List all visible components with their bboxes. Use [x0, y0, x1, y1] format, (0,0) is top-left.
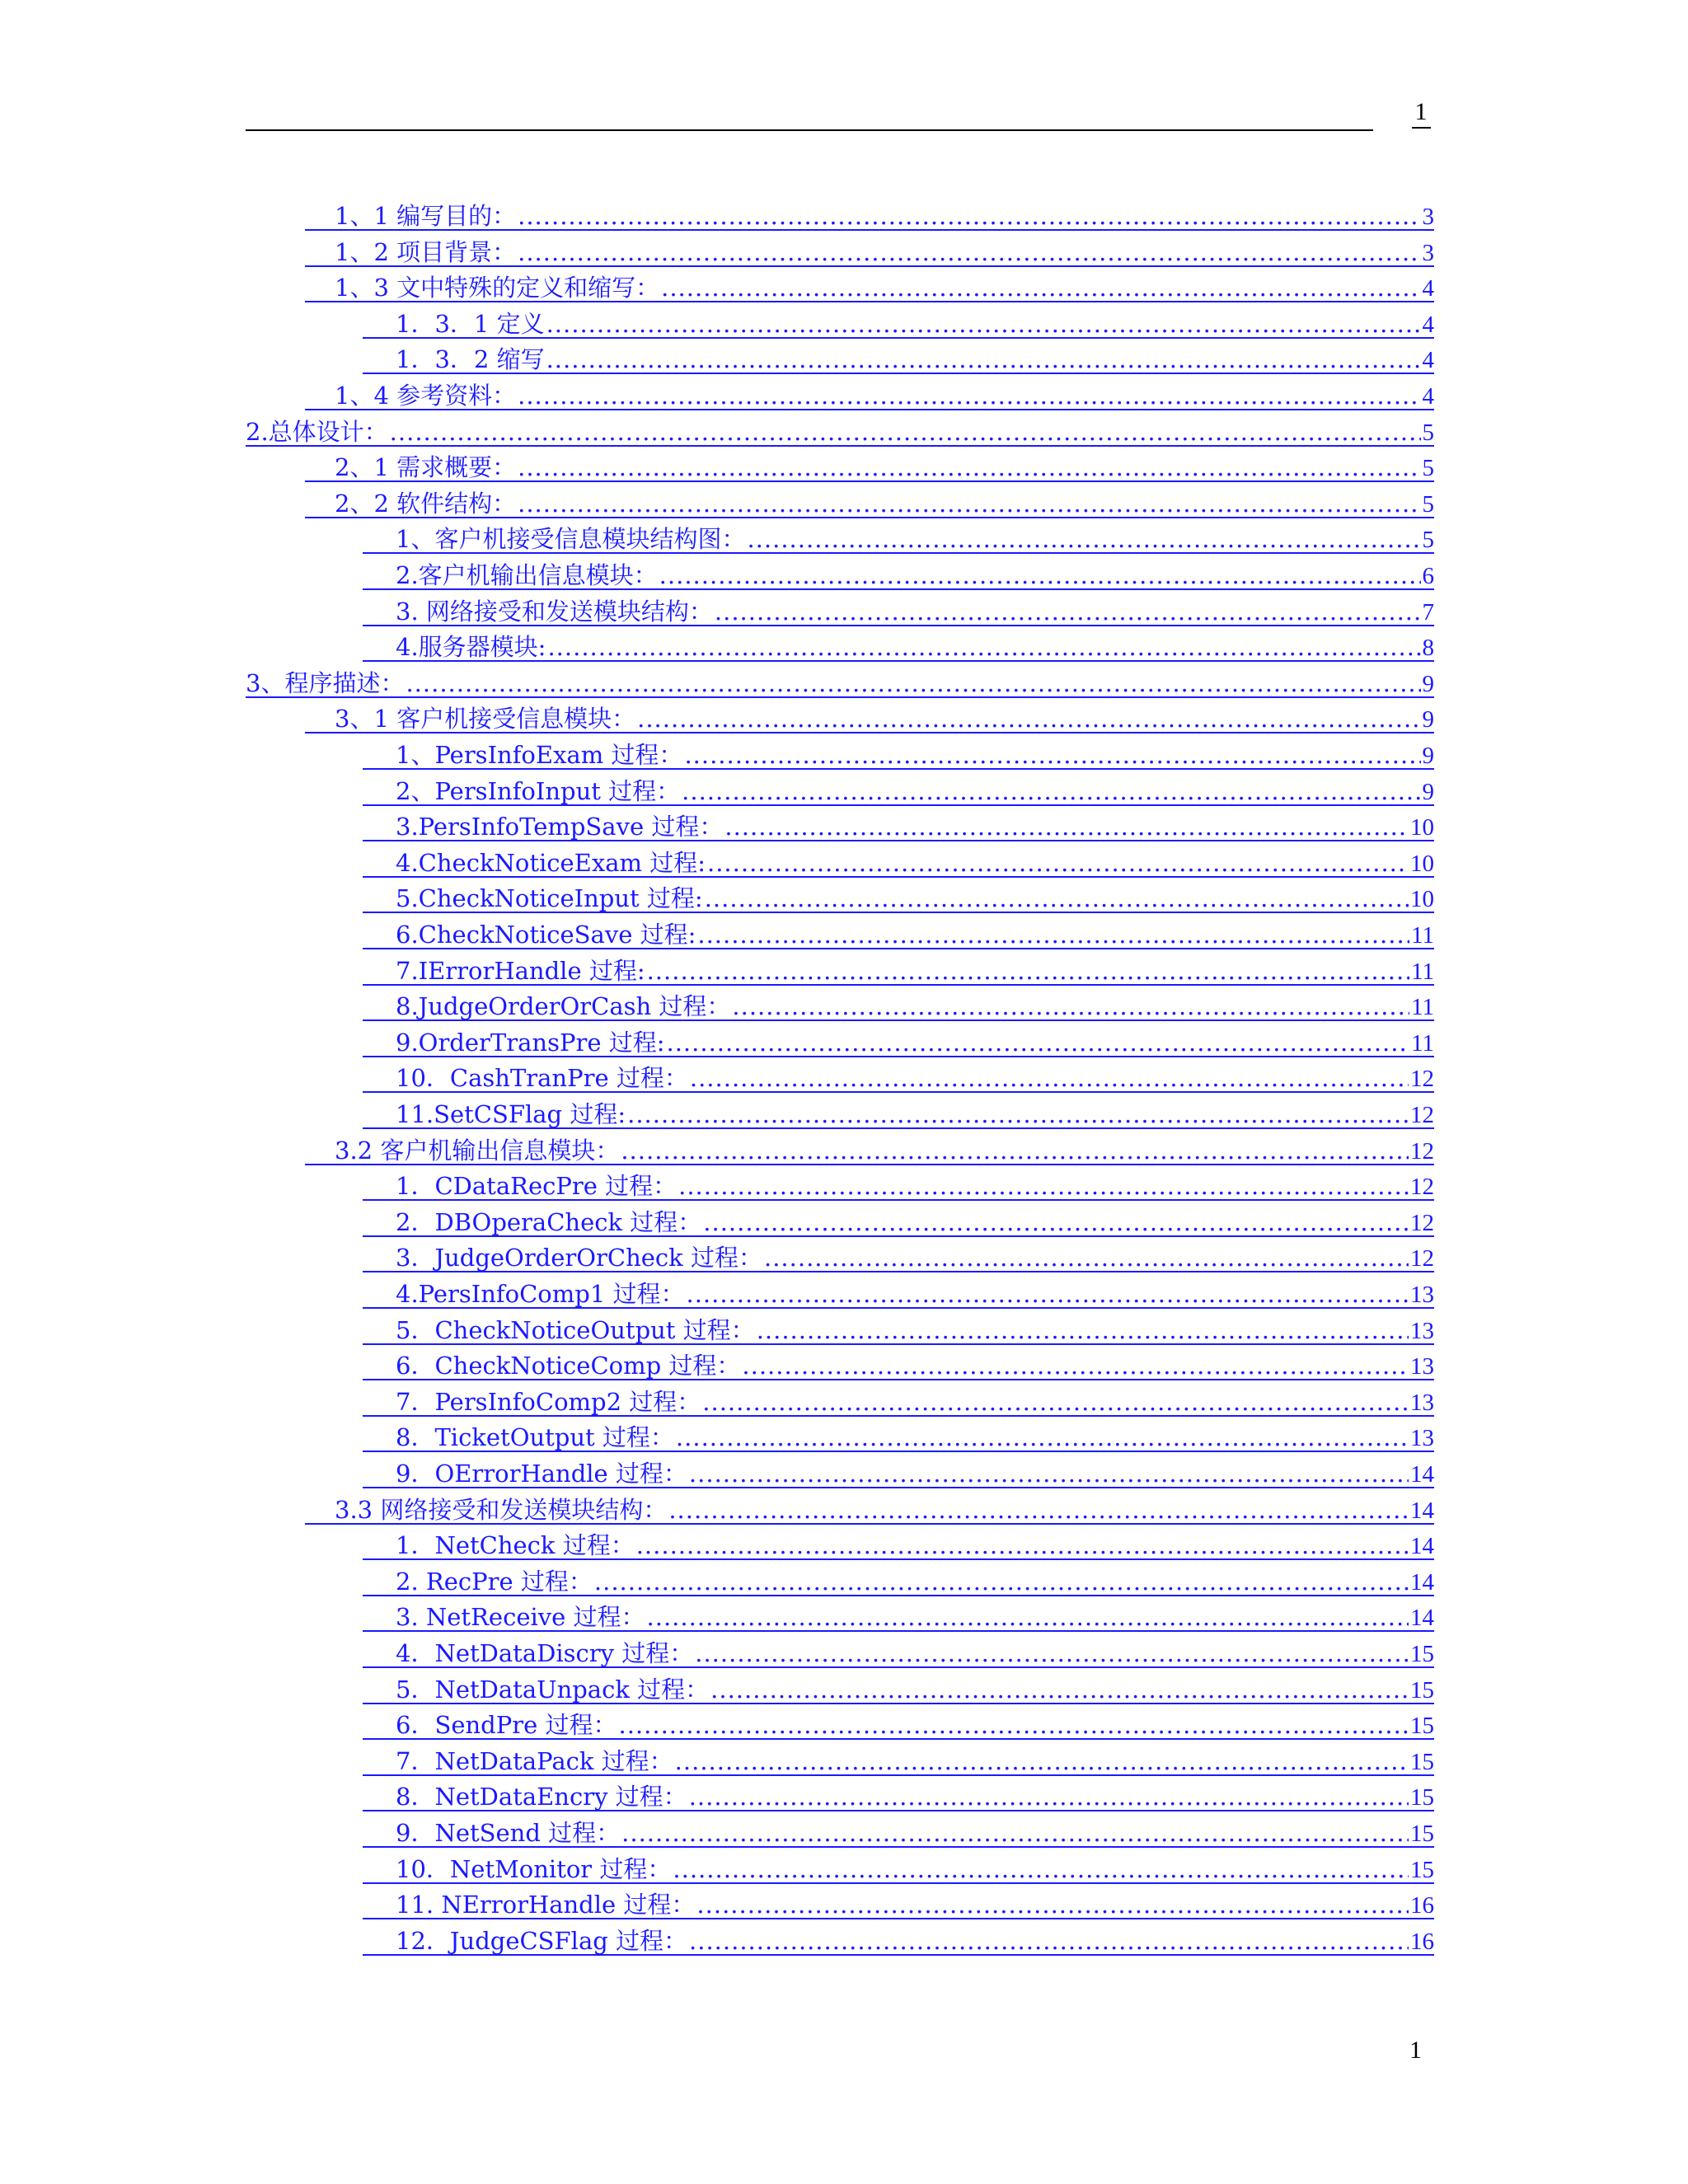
toc-entry-page: 5 [1422, 490, 1434, 518]
toc-entry-page: 12 [1410, 1174, 1434, 1201]
toc-entry[interactable] [363, 1782, 1434, 1811]
toc-entry[interactable] [363, 632, 1434, 662]
toc-entry-page: 4 [1422, 383, 1434, 410]
toc-entry-label: 8．TicketOutput 过程： [396, 1423, 674, 1452]
toc-dot-leader [684, 740, 1420, 770]
toc-entry-page: 13 [1410, 1389, 1434, 1416]
toc-entry-page: 10 [1410, 886, 1434, 913]
toc-entry[interactable] [363, 1099, 1434, 1129]
toc-entry-label: 1、3 文中特殊的定义和缩写： [335, 274, 660, 302]
toc-entry-label: 3、程序描述： [246, 668, 405, 697]
toc-entry-label: 9．OErrorHandle 过程： [396, 1460, 687, 1488]
toc-dot-leader [673, 1854, 1409, 1884]
toc-dot-leader [668, 1495, 1409, 1525]
toc-entry-page: 10 [1410, 814, 1434, 841]
toc-dot-leader [518, 237, 1420, 267]
toc-entry-label: 6.CheckNoticeSave 过程: [396, 921, 696, 949]
toc-entry-label: 10．NetMonitor 过程： [396, 1854, 672, 1883]
toc-dot-leader [682, 776, 1420, 806]
toc-dot-leader [659, 560, 1421, 590]
toc-entry[interactable] [363, 1890, 1434, 1919]
toc-entry-page: 11 [1411, 1029, 1434, 1057]
toc-entry-label: 1．3．2 缩写 [396, 345, 545, 374]
toc-dot-leader [390, 417, 1421, 447]
toc-dot-leader [666, 1028, 1409, 1057]
toc-entry-page: 5 [1422, 455, 1434, 482]
toc-entry-label: 3．JudgeOrderOrCheck 过程： [396, 1244, 762, 1272]
toc-entry-label: 1．NetCheck 过程： [396, 1531, 635, 1560]
toc-entry-label: 3. NetReceive 过程： [396, 1603, 645, 1632]
toc-entry-page: 12 [1410, 1102, 1434, 1128]
toc-entry[interactable] [363, 1459, 1434, 1488]
toc-entry-page: 12 [1410, 1245, 1434, 1272]
toc-entry-label: 7.IErrorHandle 过程: [396, 956, 645, 985]
toc-entry-page: 15 [1410, 1748, 1434, 1775]
toc-entry-page: 9 [1422, 706, 1434, 733]
toc-entry[interactable] [363, 309, 1434, 339]
toc-entry[interactable] [363, 524, 1434, 554]
toc-entry[interactable] [363, 1279, 1434, 1309]
header-rule [246, 129, 1373, 131]
toc-entry-page: 6 [1422, 563, 1434, 589]
toc-entry[interactable] [363, 1028, 1434, 1057]
toc-entry-page: 15 [1410, 1676, 1434, 1704]
toc-dot-leader [695, 1638, 1409, 1668]
toc-entry[interactable] [305, 273, 1434, 302]
toc-entry-page: 4 [1422, 275, 1434, 302]
toc-entry-page: 9 [1422, 743, 1434, 769]
toc-dot-leader [689, 1459, 1409, 1488]
toc-entry-label: 5．NetDataUnpack 过程： [396, 1675, 710, 1704]
toc-entry-label: 7．NetDataPack 过程： [396, 1746, 673, 1775]
toc-entry[interactable] [305, 489, 1434, 518]
toc-entry[interactable] [363, 597, 1434, 626]
toc-dot-leader [518, 452, 1420, 482]
toc-dot-leader [705, 883, 1409, 913]
toc-dot-leader [547, 632, 1420, 662]
toc-entry-page: 15 [1410, 1856, 1434, 1883]
toc-entry[interactable] [363, 1710, 1434, 1740]
toc-entry-page: 11 [1411, 958, 1434, 985]
toc-entry-label: 1．CDataRecPre 过程： [396, 1172, 678, 1201]
toc-entry[interactable] [363, 1746, 1434, 1776]
toc-entry[interactable] [363, 1675, 1434, 1704]
toc-entry-page: 11 [1411, 922, 1434, 949]
toc-entry[interactable] [305, 1495, 1434, 1525]
toc-dot-leader [710, 1675, 1409, 1704]
toc-entry-label: 4.PersInfoComp1 过程： [396, 1280, 685, 1308]
toc-entry-label: 2、PersInfoInput 过程： [396, 776, 681, 805]
toc-dot-leader [757, 1315, 1409, 1345]
toc-entry-label: 8．NetDataEncry 过程： [396, 1783, 687, 1811]
toc-entry-page: 15 [1410, 1713, 1434, 1740]
toc-entry-label: 3、1 客户机接受信息模块： [335, 705, 636, 733]
toc-entry-label: 1、PersInfoExam 过程： [396, 741, 683, 769]
toc-dot-leader [627, 1099, 1409, 1129]
toc-entry-page: 16 [1410, 1928, 1434, 1955]
toc-entry-page: 4 [1422, 311, 1434, 338]
toc-entry-page: 9 [1422, 778, 1434, 805]
toc-entry-page: 10 [1410, 850, 1434, 877]
toc-entry[interactable] [363, 1315, 1434, 1345]
toc-entry-page: 3 [1422, 204, 1434, 230]
toc-entry-page: 3 [1422, 239, 1434, 266]
toc-entry[interactable] [305, 452, 1434, 482]
toc-entry-page: 13 [1410, 1282, 1434, 1308]
toc-dot-leader [406, 668, 1420, 698]
toc-dot-leader [546, 309, 1421, 339]
toc-entry[interactable] [363, 1530, 1434, 1560]
toc-entry-page: 12 [1410, 1066, 1434, 1093]
toc-entry[interactable] [363, 1638, 1434, 1668]
toc-entry-label: 5.CheckNoticeInput 过程: [396, 884, 703, 913]
toc-entry-label: 2、1 需求概要： [335, 453, 517, 482]
toc-entry[interactable] [363, 1926, 1434, 1956]
toc-dot-leader [518, 489, 1420, 518]
toc-dot-leader [689, 1782, 1409, 1811]
toc-dot-leader [742, 1351, 1409, 1380]
header [1408, 97, 1434, 129]
toc-entry[interactable] [363, 1387, 1434, 1417]
toc-entry-page: 12 [1410, 1209, 1434, 1236]
toc-entry-label: 1、1 编写目的： [335, 202, 517, 230]
toc-entry[interactable] [363, 920, 1434, 949]
toc-entry-page: 8 [1422, 635, 1434, 662]
toc-entry-page: 5 [1422, 419, 1434, 446]
toc-entry-page: 14 [1410, 1461, 1434, 1488]
toc-entry-label: 8.JudgeOrderOrCash 过程： [396, 992, 731, 1021]
toc-entry[interactable] [363, 956, 1434, 986]
toc-entry[interactable] [305, 201, 1434, 231]
toc-entry-label: 4.服务器模块: [396, 633, 546, 662]
toc-entry[interactable] [363, 740, 1434, 770]
toc-entry-label: 3.3 网络接受和发送模块结构： [335, 1495, 668, 1524]
toc-entry[interactable] [363, 1171, 1434, 1201]
toc-dot-leader [647, 956, 1409, 986]
toc-entry[interactable] [305, 1136, 1434, 1165]
toc-entry-page: 4 [1422, 347, 1434, 374]
toc-entry-label: 11. NErrorHandle 过程： [396, 1891, 696, 1919]
toc-entry-page: 15 [1410, 1641, 1434, 1667]
toc-entry-page: 14 [1410, 1533, 1434, 1560]
toc-dot-leader [594, 1567, 1409, 1596]
toc-dot-leader [707, 848, 1409, 878]
toc-dot-leader [637, 704, 1420, 733]
toc-entry[interactable] [363, 991, 1434, 1021]
toc-entry-page: 16 [1410, 1892, 1434, 1919]
toc-entry-page: 15 [1410, 1784, 1434, 1811]
toc-entry-page: 5 [1422, 527, 1434, 554]
toc-entry-label: 2．DBOperaCheck 过程： [396, 1207, 702, 1236]
toc-dot-leader [724, 812, 1409, 841]
toc-entry-page: 14 [1410, 1568, 1434, 1596]
toc-entry-label: 2.总体设计： [246, 417, 388, 446]
toc-entry-page: 13 [1410, 1317, 1434, 1344]
toc-entry[interactable] [363, 776, 1434, 806]
toc-entry-label: 3.2 客户机输出信息模块： [335, 1136, 620, 1165]
toc-entry-label: 3.PersInfoTempSave 过程： [396, 813, 724, 841]
toc-entry[interactable] [363, 344, 1434, 374]
toc-entry[interactable] [363, 560, 1434, 590]
toc-entry[interactable] [363, 1854, 1434, 1884]
toc-entry[interactable] [363, 1207, 1434, 1237]
toc-entry-label: 2.客户机输出信息模块： [396, 561, 658, 589]
toc-dot-leader [647, 1602, 1409, 1632]
toc-dot-leader [661, 273, 1420, 302]
toc-entry-page: 12 [1410, 1137, 1434, 1165]
toc-dot-leader [687, 1279, 1409, 1309]
toc-entry[interactable] [363, 1351, 1434, 1380]
toc-dot-leader [678, 1171, 1409, 1201]
toc-entry[interactable] [305, 381, 1434, 410]
toc-entry[interactable] [305, 704, 1434, 733]
toc-entry-label: 1、2 项目背景： [335, 237, 517, 266]
toc-entry-page: 9 [1422, 670, 1434, 697]
toc-entry-label: 4.CheckNoticeExam 过程: [396, 848, 706, 877]
toc-dot-leader [621, 1818, 1409, 1848]
toc-entry-page: 7 [1422, 598, 1434, 626]
toc-dot-leader [636, 1530, 1409, 1560]
toc-dot-leader [747, 524, 1420, 554]
toc-dot-leader [703, 1207, 1409, 1237]
toc-entry-label: 4．NetDataDiscry 过程： [396, 1639, 694, 1667]
toc-dot-leader [715, 597, 1421, 626]
toc-dot-leader [621, 1136, 1409, 1165]
toc-entry-label: 3. 网络接受和发送模块结构： [396, 597, 713, 626]
toc-entry[interactable] [363, 883, 1434, 913]
toc-entry-page: 13 [1410, 1425, 1434, 1452]
toc-entry[interactable] [363, 812, 1434, 841]
toc-entry-label: 6．SendPre 过程： [396, 1711, 617, 1740]
toc-entry[interactable] [363, 1567, 1434, 1596]
toc-dot-leader [546, 344, 1421, 374]
toc-dot-leader [697, 920, 1409, 949]
toc-dot-leader [690, 1063, 1409, 1093]
toc-entry-page: 14 [1410, 1605, 1434, 1632]
toc-entry-label: 1、4 参考资料： [335, 382, 517, 410]
toc-dot-leader [675, 1746, 1409, 1776]
toc-dot-leader [702, 1387, 1409, 1417]
toc-entry[interactable] [363, 1063, 1434, 1093]
toc-entry-label: 5．CheckNoticeOutput 过程： [396, 1315, 755, 1344]
toc-dot-leader [696, 1890, 1409, 1919]
toc-dot-leader [518, 381, 1420, 410]
toc-entry[interactable] [363, 1243, 1434, 1272]
footer-page-number: 1 [1409, 2036, 1422, 2064]
toc-entry-label: 2. RecPre 过程： [396, 1567, 593, 1596]
toc-entry[interactable] [305, 237, 1434, 267]
toc-entry-label: 12．JudgeCSFlag 过程： [396, 1926, 688, 1955]
toc-entry[interactable] [363, 1818, 1434, 1848]
header-page-number: 1 [1412, 97, 1431, 129]
toc-dot-leader [676, 1422, 1409, 1452]
toc-dot-leader [518, 201, 1420, 231]
toc-entry-label: 10．CashTranPre 过程： [396, 1064, 688, 1093]
toc-entry[interactable] [363, 848, 1434, 878]
toc-entry-label: 2、2 软件结构： [335, 489, 517, 518]
toc-entry-page: 11 [1411, 994, 1434, 1021]
toc-dot-leader [764, 1243, 1409, 1272]
toc-entry-label: 1、客户机接受信息模块结构图： [396, 525, 746, 554]
toc-entry[interactable] [246, 417, 1434, 447]
toc-entry-label: 7．PersInfoComp2 过程： [396, 1387, 701, 1416]
toc-entry[interactable] [363, 1422, 1434, 1452]
toc-dot-leader [689, 1926, 1409, 1956]
toc-entry-label: 1．3．1 定义 [396, 309, 545, 338]
toc-entry-label: 11.SetCSFlag 过程: [396, 1100, 626, 1128]
toc-entry[interactable] [246, 668, 1434, 698]
toc-dot-leader [618, 1710, 1409, 1740]
toc-entry[interactable] [363, 1602, 1434, 1632]
toc-entry-label: 6．CheckNoticeComp 过程： [396, 1352, 741, 1380]
toc-dot-leader [732, 991, 1409, 1021]
toc-entry-page: 15 [1410, 1821, 1434, 1847]
toc-entry-page: 14 [1410, 1497, 1434, 1524]
toc-entry-label: 9．NetSend 过程： [396, 1819, 621, 1847]
toc-entry-page: 13 [1410, 1353, 1434, 1380]
toc-entry-label: 9.OrderTransPre 过程: [396, 1028, 665, 1057]
